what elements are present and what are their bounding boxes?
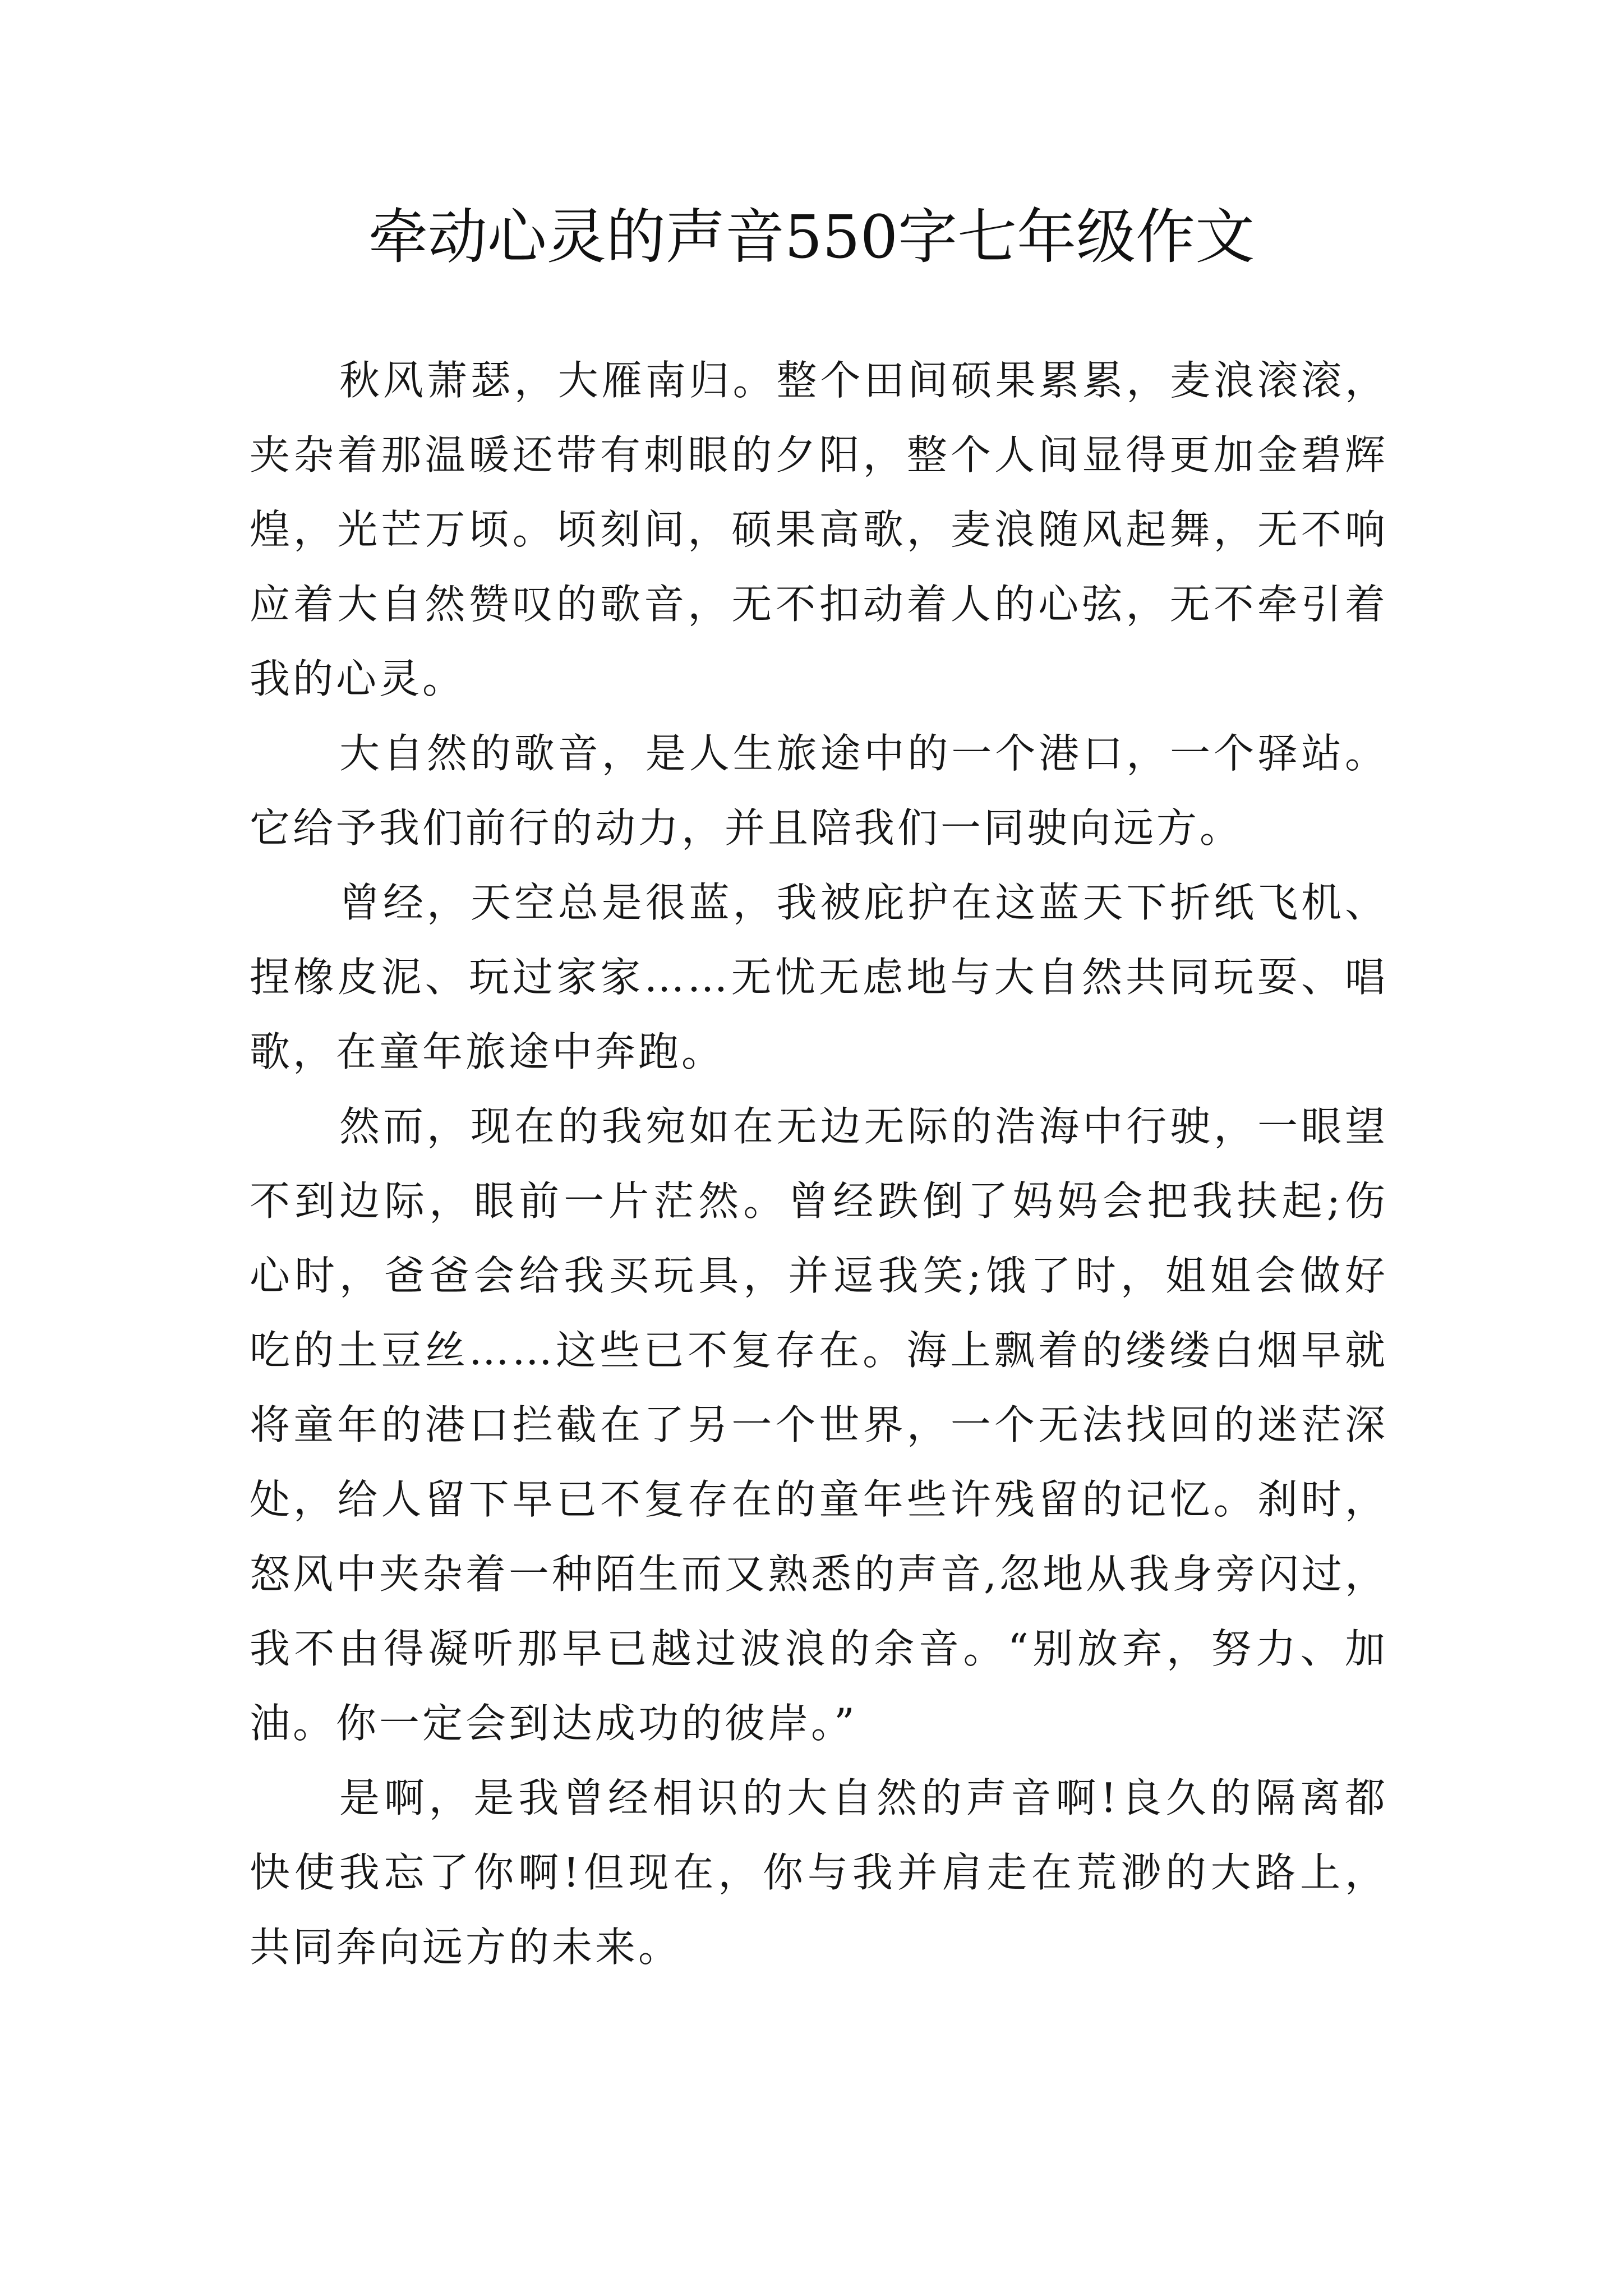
document-body	[250, 343, 1388, 1985]
paragraph-5: 是啊，是我曾经相识的大自然的声音啊!良久的隔离都快使我忘了你啊!但现在，你与我并肩走在荒渺的大路上，共同奔向远方的未来。	[250, 1774, 1388, 1971]
paragraph-2: 大自然的歌音，是人生旅途中的一个港口，一个驿站。它给予我们前行的动力，并且陪我们一同驶向远方。	[250, 730, 1388, 852]
document-title: 牵动心灵的声音550字七年级作文	[368, 203, 1255, 272]
paragraph-4: 然而，现在的我宛如在无边无际的浩海中行驶，一眼望不到边际，眼前一片茫然。曾经跌倒了妈妈会把我扶起;伤心时，爸爸会给我买玩具，并逗我笑;饿了时，姐姐会做好吃的土豆丝……这些已不复存在。海上飘着的缕缕白烟早就将童年的港口拦截在了另一个世界，一个无法找回的迷茫深处，给人留下早已不复存在的童年些许残留的记忆。刹时，怒风中夹杂着一种陌生而又熟悉的声音,忽地从我身旁闪过，我不由得凝听那早已越过波浪的余音。“别放弃，努力、加油。你一定会到达成功的彼岸。”	[250, 1103, 1388, 1747]
paragraph-1: 秋风萧瑟，大雁南归。整个田间硕果累累，麦浪滚滚，夹杂着那温暖还带有刺眼的夕阳，整个人间显得更加金碧辉煌，光芒万顷。顷刻间，硕果高歌，麦浪随风起舞，无不响应着大自然赞叹的歌音，无不扣动着人的心弦，无不牵引着我的心灵。	[250, 357, 1388, 702]
paragraph-3: 曾经，天空总是很蓝，我被庇护在这蓝天下折纸飞机、捏橡皮泥、玩过家家……无忧无虑地与大自然共同玩耍、唱歌，在童年旅途中奔跑。	[250, 879, 1388, 1075]
